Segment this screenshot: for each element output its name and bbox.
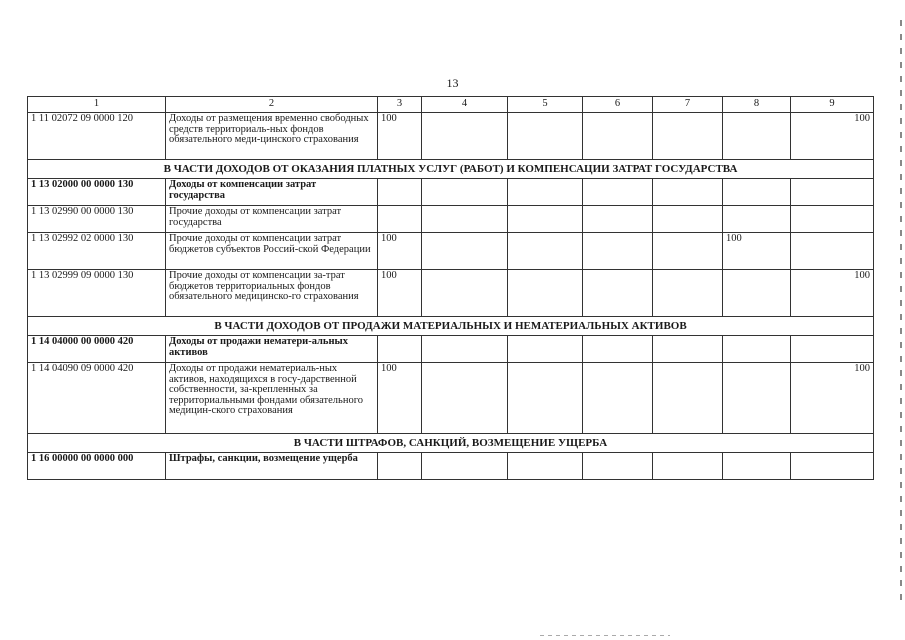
income-description: Прочие доходы от компенсации за-трат бюджетов территориальных фондов обязательного медицинско-го страхования <box>166 270 378 317</box>
header-cell: 3 <box>378 97 422 113</box>
value-col9 <box>791 453 874 480</box>
income-description: Доходы от размещения временно свободных средств территориаль-ных фондов обязательного меди-цинского страхования <box>166 113 378 160</box>
value-col8: 100 <box>723 233 791 270</box>
budget-code: 1 13 02000 00 0000 130 <box>28 179 166 206</box>
header-cell: 8 <box>723 97 791 113</box>
value-col9: 100 <box>791 270 874 317</box>
table-row <box>28 179 874 206</box>
scan-edge-artifact <box>900 20 902 600</box>
budget-code: 1 13 02999 09 0000 130 <box>28 270 166 317</box>
income-description: Прочие доходы от компенсации затрат бюджетов субъектов Россий-ской Федерации <box>166 233 378 270</box>
value-col9: 100 <box>791 363 874 434</box>
value-col8 <box>723 113 791 160</box>
value-col3 <box>378 453 422 480</box>
section-row <box>28 160 874 179</box>
budget-code: 1 14 04090 09 0000 420 <box>28 363 166 434</box>
header-cell: 9 <box>791 97 874 113</box>
value-col3: 100 <box>378 233 422 270</box>
budget-code: 1 16 00000 00 0000 000 <box>28 453 166 480</box>
value-col9 <box>791 206 874 233</box>
value-col3: 100 <box>378 270 422 317</box>
value-col8 <box>723 453 791 480</box>
table-row <box>28 113 874 160</box>
section-row <box>28 317 874 336</box>
budget-code: 1 14 04000 00 0000 420 <box>28 336 166 363</box>
income-description: Прочие доходы от компенсации затрат государства <box>166 206 378 233</box>
header-cell: 5 <box>508 97 583 113</box>
header-cell: 2 <box>166 97 378 113</box>
table-row <box>28 363 874 434</box>
table-row <box>28 233 874 270</box>
income-description: Доходы от продажи нематери-альных активов <box>166 336 378 363</box>
budget-code: 1 13 02990 00 0000 130 <box>28 206 166 233</box>
table-row <box>28 453 874 480</box>
value-col9 <box>791 336 874 363</box>
value-col3 <box>378 179 422 206</box>
budget-code: 1 13 02992 02 0000 130 <box>28 233 166 270</box>
value-col8 <box>723 336 791 363</box>
page-number: 13 <box>446 76 459 90</box>
value-col3 <box>378 206 422 233</box>
budget-table <box>27 96 874 480</box>
income-description: Доходы от продажи нематериаль-ных активов, находящихся в госу-дарственной собственности, за-крепленных за территориальными фондами обязательного медицин-ского страхования <box>166 363 378 434</box>
value-col3: 100 <box>378 363 422 434</box>
header-cell: 7 <box>653 97 723 113</box>
section-title: В ЧАСТИ ДОХОДОВ ОТ ОКАЗАНИЯ ПЛАТНЫХ УСЛУГ (РАБОТ) И КОМПЕНСАЦИИ ЗАТРАТ ГОСУДАРСТВА <box>28 160 874 179</box>
section-title: В ЧАСТИ ДОХОДОВ ОТ ПРОДАЖИ МАТЕРИАЛЬНЫХ И НЕМАТЕРИАЛЬНЫХ АКТИВОВ <box>28 317 874 336</box>
table-row <box>28 206 874 233</box>
section-row <box>28 434 874 453</box>
value-col8 <box>723 179 791 206</box>
scan-bottom-artifact <box>540 635 670 636</box>
value-col8 <box>723 363 791 434</box>
value-col8 <box>723 270 791 317</box>
value-col3: 100 <box>378 113 422 160</box>
header-cell: 1 <box>28 97 166 113</box>
value-col9: 100 <box>791 113 874 160</box>
section-title: В ЧАСТИ ШТРАФОВ, САНКЦИЙ, ВОЗМЕЩЕНИЕ УЩЕРБА <box>28 434 874 453</box>
value-col9 <box>791 179 874 206</box>
value-col3 <box>378 336 422 363</box>
value-col9 <box>791 233 874 270</box>
value-col8 <box>723 206 791 233</box>
table-header-row <box>28 97 874 113</box>
table-row <box>28 336 874 363</box>
table-row <box>28 270 874 317</box>
header-cell: 6 <box>583 97 653 113</box>
budget-code: 1 11 02072 09 0000 120 <box>28 113 166 160</box>
header-cell: 4 <box>422 97 508 113</box>
income-description: Доходы от компенсации затрат государства <box>166 179 378 206</box>
income-description: Штрафы, санкции, возмещение ущерба <box>166 453 378 480</box>
